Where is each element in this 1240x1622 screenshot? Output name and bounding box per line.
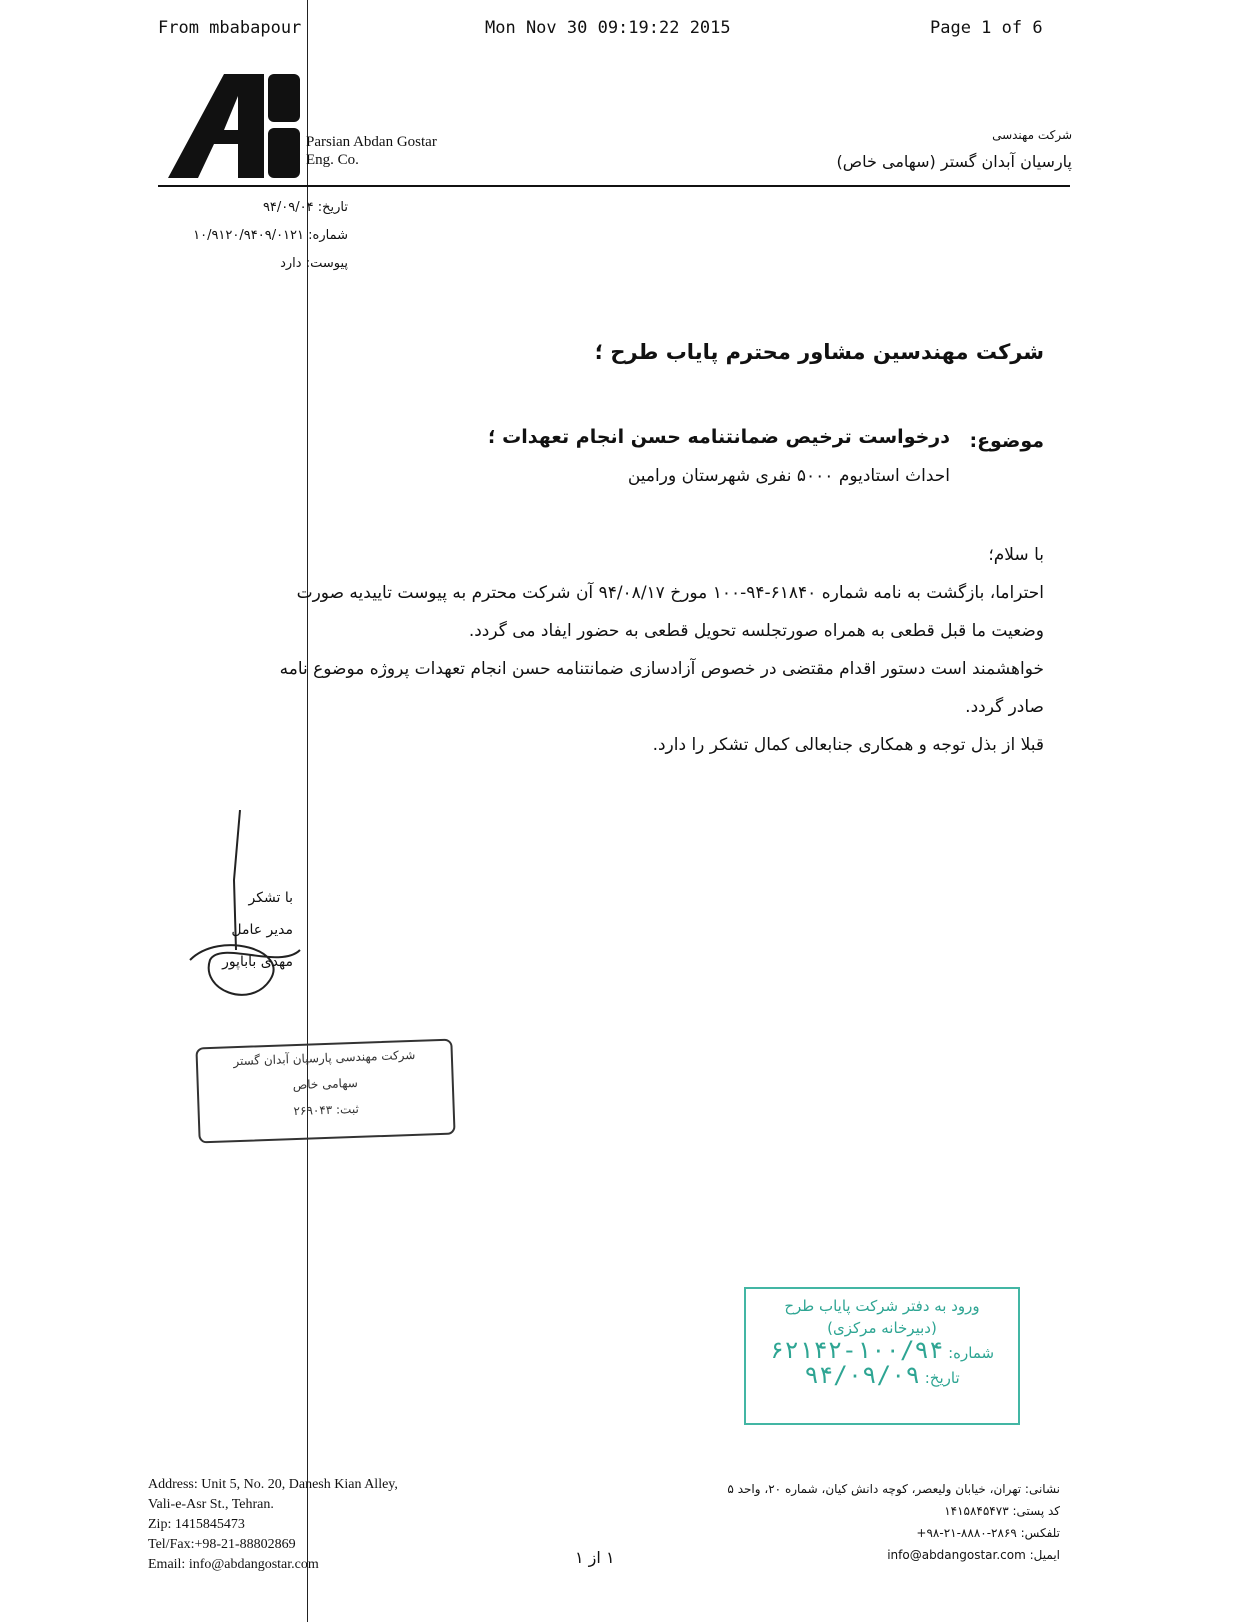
footer-fa xyxy=(630,1478,1060,1566)
subject-project: احداث استادیوم ۵۰۰۰ نفری شهرستان ورامین xyxy=(627,466,950,486)
meta-number: شماره: ۱۰/۹۱۲۰/۹۴۰۹/۰۱۲۱ xyxy=(193,228,348,243)
footer-en-address-2: Vali-e-Asr St., Tehran. xyxy=(148,1497,274,1512)
reception-date: تاریخ: ۹۴/۰۹/۰۹ xyxy=(804,1361,960,1389)
body-line-2: وضعیت ما قبل قطعی به همراه صورتجلسه تحویل قطعی به حضور ایفاد می گردد. xyxy=(468,621,1044,641)
company-stamp xyxy=(195,1039,455,1144)
company-logo-icon xyxy=(168,74,300,178)
fax-sender: From mbabapour xyxy=(158,18,302,38)
subject-label: موضوع: xyxy=(969,430,1044,452)
footer-en-address-1: Address: Unit 5, No. 20, Danesh Kian Alley, xyxy=(148,1477,398,1492)
header-divider xyxy=(158,185,1070,187)
footer-fa-email: ایمیل: info@abdangostar.com xyxy=(887,1548,1060,1562)
footer-en-zip: Zip: 1415845473 xyxy=(148,1517,245,1532)
stamp-line-2: سهامی خاص xyxy=(292,1075,359,1093)
body-line-5: قبلا از بذل توجه و همکاری جنابعالی کمال تشکر را دارد. xyxy=(652,735,1044,755)
subject-title: درخواست ترخیص ضمانتنامه حسن انجام تعهدات ؛ xyxy=(487,426,950,448)
body-line-1: احتراما، بازگشت به نامه شماره ۶۱۸۴۰-۹۴-۱۰۰ مورخ ۹۴/۰۸/۱۷ آن شرکت محترم به پیوست تاییدیه صورت xyxy=(296,583,1044,603)
signature-block xyxy=(193,882,293,978)
recipient: شرکت مهندسین مشاور محترم پایاب طرح ؛ xyxy=(594,340,1044,364)
stamp-line-3: ثبت: ۲۶۹۰۴۳ xyxy=(293,1101,360,1119)
fax-datetime: Mon Nov 30 09:19:22 2015 xyxy=(485,18,731,38)
reception-line-1: ورود به دفتر شرکت پایاب طرح xyxy=(784,1297,980,1315)
signature-closing: با تشکر xyxy=(248,890,293,906)
greeting: با سلام؛ xyxy=(988,545,1044,565)
footer-fa-zip: کد پستی: ۱۴۱۵۸۴۵۴۷۳ xyxy=(944,1504,1060,1518)
company-name-fa: پارسیان آبدان گستر (سهامی خاص) xyxy=(836,152,1072,171)
letter-meta xyxy=(108,194,348,278)
footer-fa-address: نشانی: تهران، خیابان ولیعصر، کوچه دانش کیان، شماره ۲۰، واحد ۵ xyxy=(727,1482,1060,1496)
footer-en xyxy=(148,1475,398,1575)
meta-attachment: پیوست: دارد xyxy=(280,256,348,271)
signature-name: مهدی بابا‌پور xyxy=(222,954,293,970)
footer-en-email: Email: info@abdangostar.com xyxy=(148,1557,319,1572)
fax-page-number: Page 1 of 6 xyxy=(930,18,1043,38)
company-name-en: Parsian Abdan Gostar xyxy=(306,134,437,150)
company-type-en: Eng. Co. xyxy=(306,152,359,168)
page-marker: ۱ از ۱ xyxy=(575,1548,615,1567)
reception-line-2: (دبیرخانه مرکزی) xyxy=(827,1319,937,1337)
letter-body xyxy=(144,536,1044,764)
footer-fa-tel: تلفکس: ۲۸۶۹-۸۸۸۰-۲۱-۹۸+ xyxy=(916,1526,1060,1540)
company-type-fa: شرکت مهندسی xyxy=(992,128,1072,142)
signature-role: مدیر عامل xyxy=(231,922,293,938)
stamp-line-1: شرکت مهندسی پارسیان آبدان گستر xyxy=(233,1047,416,1069)
body-line-4: صادر گردد. xyxy=(965,697,1044,717)
reception-stamp xyxy=(744,1287,1020,1425)
body-line-3: خواهشمند است دستور اقدام مقتضی در خصوص آزادسازی ضمانتنامه حسن انجام تعهدات پروژه موضوع نامه xyxy=(279,659,1044,679)
meta-date: تاریخ: ۹۴/۰۹/۰۴ xyxy=(262,200,348,215)
footer-en-tel: Tel/Fax:+98-21-88802869 xyxy=(148,1537,296,1552)
reception-number: شماره: ۱۰۰/۹۴-۶۲۱۴۲ xyxy=(769,1336,995,1364)
